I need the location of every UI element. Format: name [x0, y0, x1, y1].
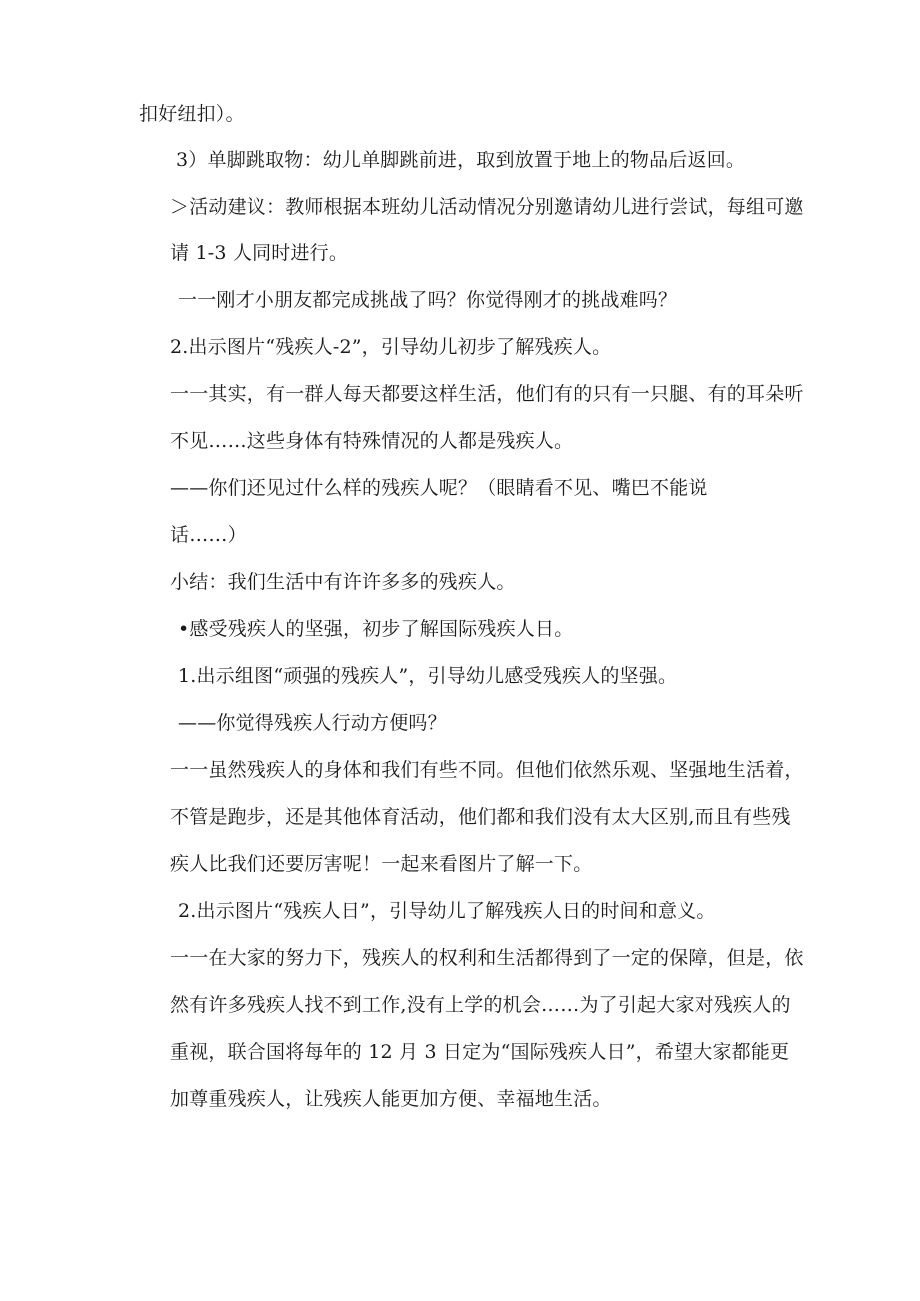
text-line-1: 扣好纽扣）。: [139, 103, 245, 125]
text-line-5: 一一刚才小朋友都完成挑战了吗？你觉得刚才的挑战难吗？: [178, 289, 678, 311]
text-line-22: 加尊重残疾人，让残疾人能更加方便、幸福地生活。: [170, 1088, 612, 1110]
text-line-2: 3）单脚跳取物：幼儿单脚跳前进，取到放置于地上的物品后返回。: [176, 149, 746, 171]
text-line-15: 一一虽然残疾人的身体和我们有些不同。但他们依然乐观、坚强地生活着，: [170, 759, 804, 781]
text-line-16: 不管是跑步，还是其他体育活动，他们都和我们没有太大区别,而且有些残: [170, 806, 791, 828]
text-line-21: 重视，联合国将每年的 12 月 3 日定为“国际残疾人日”，希望大家都能更: [170, 1041, 790, 1063]
text-line-18: 2.出示图片“残疾人日”，引导幼儿了解残疾人日的时间和意义。: [178, 900, 716, 922]
text-line-19: 一一在大家的努力下，残疾人的权利和生活都得到了一定的保障，但是，依: [170, 947, 804, 969]
text-line-6: 2.出示图片“残疾人-2”，引导幼儿初步了解残疾人。: [170, 336, 612, 358]
section-heading: •感受残疾人的坚强，初步了解国际残疾人日。: [178, 618, 574, 640]
text-line-10: 话……）: [170, 524, 247, 546]
text-line-9: ——你们还见过什么样的残疾人呢？（眼睛看不见、嘴巴不能说: [170, 477, 708, 499]
text-line-7: 一一其实，有一群人每天都要这样生活，他们有的只有一只腿、有的耳朵听: [170, 383, 804, 405]
text-line-4: 请 1-3 人同时进行。: [170, 242, 349, 264]
text-line-14: ——你觉得残疾人行动方便吗？: [178, 712, 447, 734]
text-line-3: ＞活动建议：教师根据本班幼儿活动情况分别邀请幼儿进行尝试，每组可邀: [170, 196, 804, 218]
text-line-13: 1.出示组图“顽强的残疾人”，引导幼儿感受残疾人的坚强。: [178, 665, 678, 687]
text-line-8: 不见……这些身体有特殊情况的人都是残疾人。: [170, 430, 574, 452]
text-line-11: 小结：我们生活中有许许多多的残疾人。: [170, 571, 516, 593]
text-line-20: 然有许多残疾人找不到工作,没有上学的机会……为了引起大家对残疾人的: [170, 994, 791, 1016]
text-line-17: 疾人比我们还要厉害呢！一起来看图片了解一下。: [170, 853, 593, 875]
